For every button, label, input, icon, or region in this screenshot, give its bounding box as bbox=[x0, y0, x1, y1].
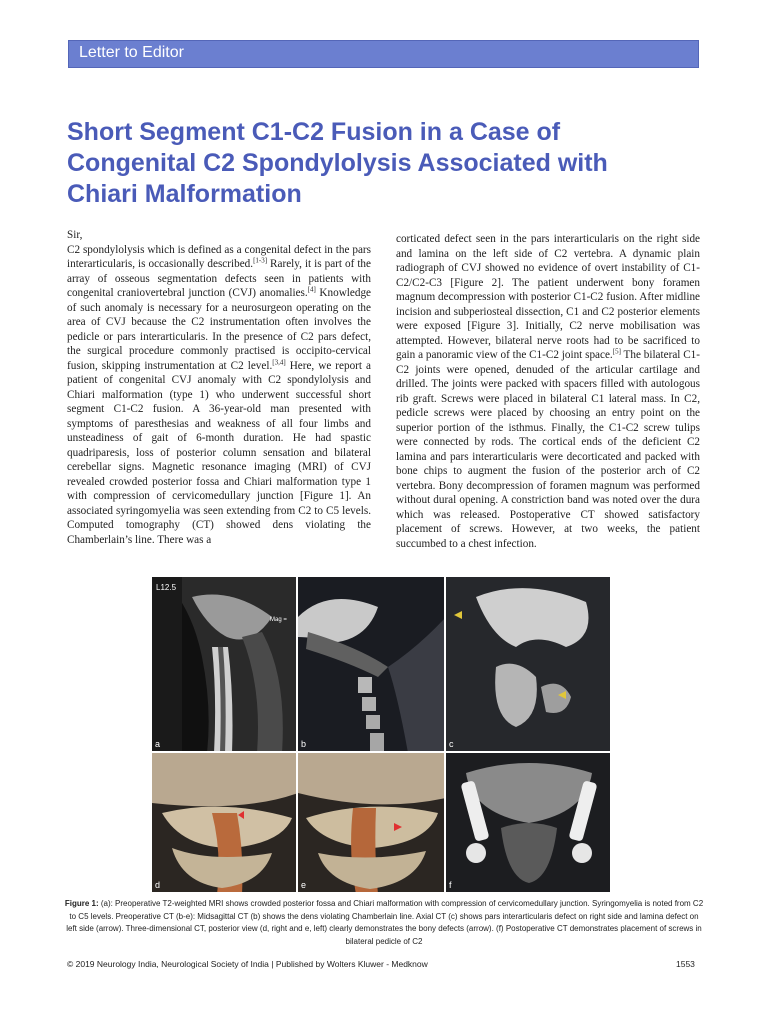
paragraph-text: corticated defect seen in the pars interarticularis on the right side and lamina on the left side of C2 vertebra. A dynamic plain radiograph of CVJ showed no evidence of overt instability of C1-C2/C2-C3 [Figure 2]. The patient underwent bony foramen magnum decompression with posterior C1-C2 fusion. After midline incision and subperiosteal dissection, C1 and C2 posterior elements were exposed [Figure 3]. Initially, C2 nerve mobilisation was attempted. However, bilateral nerve roots had to be sacrificed to gain a panoramic view of the C1-C2 joint space. bbox=[396, 233, 700, 361]
paragraph-text: C2 spondylolysis which is defined as a congenital defect in the pars interarticularis, is occasionally described. bbox=[67, 243, 371, 270]
title-line-2: Congenital C2 Spondylolysis Associated with bbox=[67, 149, 608, 177]
panel-label-c: c bbox=[449, 739, 454, 749]
citation[interactable]: [4] bbox=[307, 285, 316, 294]
salutation bbox=[67, 228, 371, 243]
paragraph-text: Here, we report a patient of congenital CVJ anomaly with C2 spondylolysis and Chiari malformation (type 1) who underwent successful short segment C1-C2 fusion. A 36-year-old man presented with symptoms of paresthesias and weakness of all four limbs and unsteadiness of gait of 6-month duration. He had spastic quadriparesis, loss of posterior column sensation and bilateral cerebellar signs. Magnetic resonance imaging (MRI) of CVJ revealed crowded posterior fossa and Chiari malformation type 1 with compression of cervicomedullary junction [Figure 1]. An associated syringomyelia was seen extending from C2 to C5 levels. Computed tomography (CT) showed dens violating the Chamberlain’s line. There was a bbox=[67, 359, 371, 546]
section-banner bbox=[68, 40, 699, 68]
panel-a-mri bbox=[151, 576, 297, 752]
panel-d-3d-ct bbox=[151, 752, 297, 893]
panel-b-ct bbox=[297, 576, 445, 752]
mri-overlay-mag: Mag = bbox=[270, 617, 287, 623]
citation[interactable]: [5] bbox=[612, 347, 621, 356]
figure-1 bbox=[151, 576, 611, 893]
paragraph-text: Rarely, it is part of the array of osseous segmentation defects seen in patients with congenital craniovertebral junction (CVJ) anomalies. bbox=[67, 258, 371, 299]
body-column-left bbox=[67, 228, 371, 547]
postop-ct-image bbox=[446, 753, 611, 893]
body-paragraph bbox=[67, 243, 371, 548]
mri-overlay-label: L12.5 bbox=[156, 583, 177, 592]
mri-image bbox=[152, 577, 297, 752]
3d-ct-image-left bbox=[298, 753, 445, 893]
panel-label-b: b bbox=[301, 739, 307, 749]
ct-axial-image bbox=[446, 577, 611, 752]
paragraph-text: The bilateral C1-C2 joints were opened, denuded of the articular cartilage and drilled. The joints were packed with spacers filled with autologous rib graft. Screws were placed in bilateral C1 lateral mass. In C2, pedicle screws were placed by choosing an entry point on the superior portion of the isthmus. Finally, the C1-C2 screw tulips were connected by rods. The cortical ends of the deficient C2 lamina and pars interarticularis were decorticated and packed with bone chips to augment the fusion of the posterior arch of C2 vertebra. Bony decompression of foramen magnum was performed without dural opening. A constriction band was noted over the dura which was released. Postoperative CT showed satisfactory placement of screws. However, at two weeks, the patient succumbed to a chest infection. bbox=[396, 349, 700, 550]
body-column-right bbox=[396, 232, 700, 551]
figure-caption bbox=[63, 898, 705, 948]
paragraph-text: Knowledge of such anomaly is necessary for a neurosurgeon operating on the area of CVJ because the C2 instrumentation often involves the pedicle or pars interarticularis. In the presence of C2 pars defect, the surgical procedure commonly practised is occipito-cervical fusion, skipping instrumentation at C2 level. bbox=[67, 287, 372, 372]
3d-ct-image-right bbox=[152, 753, 297, 893]
panel-label-a: a bbox=[155, 739, 161, 749]
panel-c-ct-axial bbox=[445, 576, 611, 752]
citation[interactable]: [1-3] bbox=[253, 256, 268, 265]
salutation-text: Sir, bbox=[67, 229, 83, 241]
footer-copyright: © 2019 Neurology India, Neurological Society of India | Published by Wolters Kluwer - Medknow bbox=[67, 959, 428, 969]
title-line-1: Short Segment C1-C2 Fusion in a Case of bbox=[67, 118, 561, 146]
section-label: Letter to Editor bbox=[79, 44, 184, 61]
caption-label: Figure 1: bbox=[64, 899, 99, 908]
body-paragraph bbox=[396, 232, 700, 551]
article-title bbox=[67, 117, 707, 210]
citation[interactable]: [3,4] bbox=[272, 357, 286, 366]
page-number: 1553 bbox=[676, 959, 695, 969]
title-line-3: Chiari Malformation bbox=[67, 180, 302, 208]
panel-f-postop-ct bbox=[445, 752, 611, 893]
ct-sagittal-image bbox=[298, 577, 445, 752]
panel-label-e: e bbox=[301, 880, 307, 890]
caption-text: (a): Preoperative T2-weighted MRI shows crowded posterior fossa and Chiari malformation with compression of cervicomedullary junction. Syringomyelia is noted from C2 to C5 levels. Preoperative CT (b-e): Midsagittal CT (b) shows the dens violating Chamberlain line. Axial CT (c) shows pars interarticularis defect on right side and lamina defect on left side (arrow). Three-dimensional CT, posterior view (d, right and e, left) clearly demonstrates the bony defects (arrow). (f) Postoperative CT demonstrates placement of screws in bilateral pedicle of C2 bbox=[66, 899, 704, 946]
panel-label-f: f bbox=[449, 880, 452, 890]
panel-label-d: d bbox=[155, 880, 161, 890]
panel-e-3d-ct bbox=[297, 752, 445, 893]
